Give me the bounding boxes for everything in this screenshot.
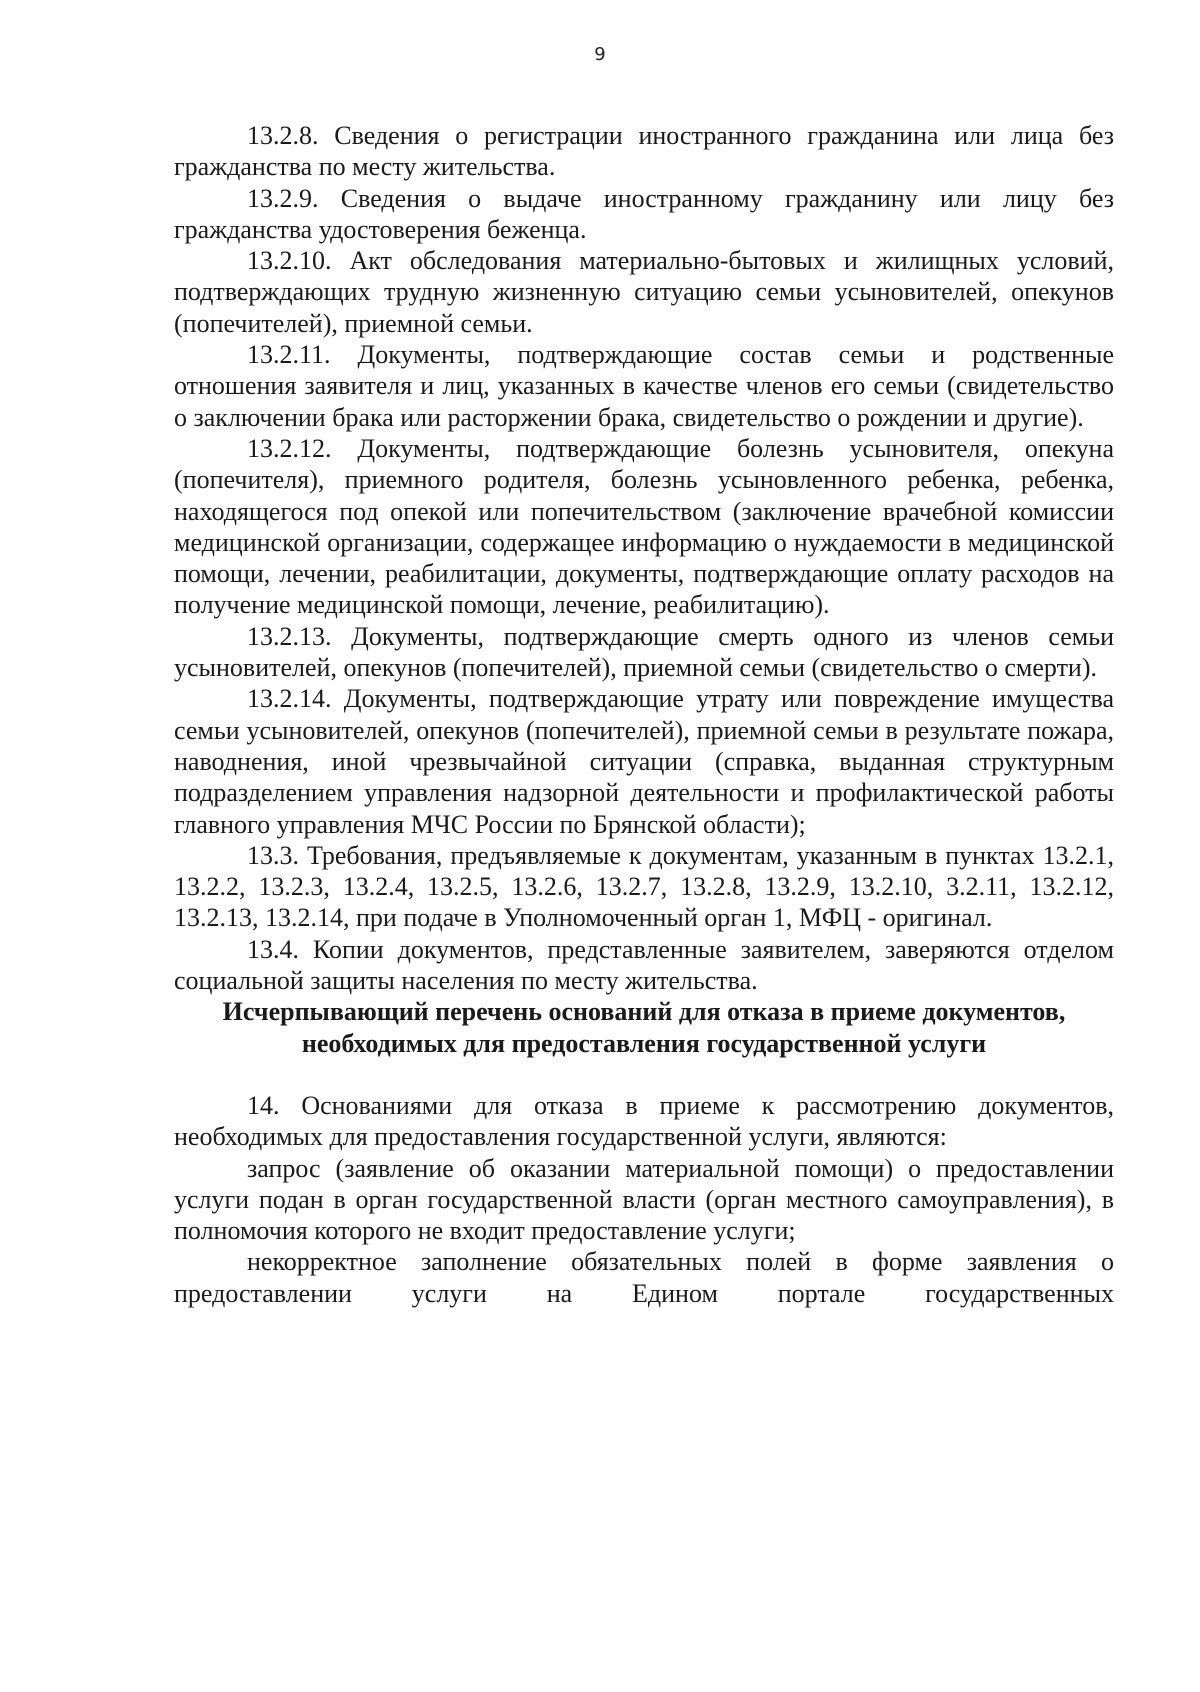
paragraph-13-4: 13.4. Копии документов, представленные заявителем, заверяются отделом социальной защиты населения по месту жительства. — [174, 934, 1114, 996]
paragraph-13-2-11: 13.2.11. Документы, подтверждающие состав семьи и родственные отношения заявителя и лиц, указанных в качестве членов его семьи (свидетельство о заключении брака или расторжении брака, свидетельство о рождении и другие). — [174, 340, 1114, 432]
page-number: 9 — [594, 44, 606, 65]
paragraph-13-2-13: 13.2.13. Документы, подтверждающие смерть одного из членов семьи усыновителей, опекунов (попечителей), приемной семьи (свидетельство о смерти). — [174, 621, 1114, 683]
paragraph-13-2-12: 13.2.12. Документы, подтверждающие болезнь усыновителя, опекуна (попечителя), приемного родителя, болезнь усыновленного ребенка, ребенка, находящегося под опекой или попечительством (заключение врачебной комиссии медицинской организации, содержащее информацию о нуждаемости в медицинской помощи, лечении, реабилитации, документы, подтверждающие оплату расходов на получение медицинской помощи, лечение, реабилитацию). — [174, 433, 1114, 620]
section-heading — [174, 996, 1114, 1059]
paragraph-13-3: 13.3. Требования, предъявляемые к документам, указанным в пунктах 13.2.1, 13.2.2, 13.2.3, 13.2.4, 13.2.5, 13.2.6, 13.2.7, 13.2.8, 13.2.9, 13.2.10, 3.2.11, 13.2.12, 13.2.13, 13.2.14, при подаче в Уполномоченный орган 1, МФЦ - оригинал. — [174, 840, 1114, 933]
document-body — [174, 120, 1114, 1309]
section-heading-line-2: необходимых для предоставления государственной услуги — [301, 1028, 987, 1058]
paragraph-14: 14. Основаниями для отказа в приеме к рассмотрению документов, необходимых для предоставления государственной услуги, являются: — [174, 1090, 1114, 1152]
paragraph-13-2-8: 13.2.8. Сведения о регистрации иностранного гражданина или лица без гражданства по месту жительства. — [174, 121, 1114, 182]
paragraph-14-item-1: запрос (заявление об оказании материальной помощи) о предоставлении услуги подан в орган государственной власти (орган местного самоуправления), в полномочия которого не входит предоставление услуги; — [174, 1153, 1114, 1246]
paragraph-13-2-14: 13.2.14. Документы, подтверждающие утрату или повреждение имущества семьи усыновителей, опекунов (попечителей), приемной семьи в результате пожара, наводнения, иной чрезвычайной ситуации (справка, выданная структурным подразделением управления надзорной деятельности и профилактической работы главного управления МЧС России по Брянской области); — [174, 684, 1114, 839]
paragraph-14-item-2: некорректное заполнение обязательных полей в форме заявления о предоставлении услуги на Едином портале государственных — [174, 1247, 1114, 1308]
section-heading-line-1: Исчерпывающий перечень оснований для отказа в приеме документов, — [222, 997, 1066, 1027]
paragraph-13-2-9: 13.2.9. Сведения о выдаче иностранному гражданину или лицу без гражданства удостоверения беженца. — [174, 183, 1114, 244]
paragraph-13-2-10: 13.2.10. Акт обследования материально-бытовых и жилищных условий, подтверждающих трудную жизненную ситуацию семьи усыновителей, опекунов (попечителей), приемной семьи. — [174, 246, 1114, 338]
